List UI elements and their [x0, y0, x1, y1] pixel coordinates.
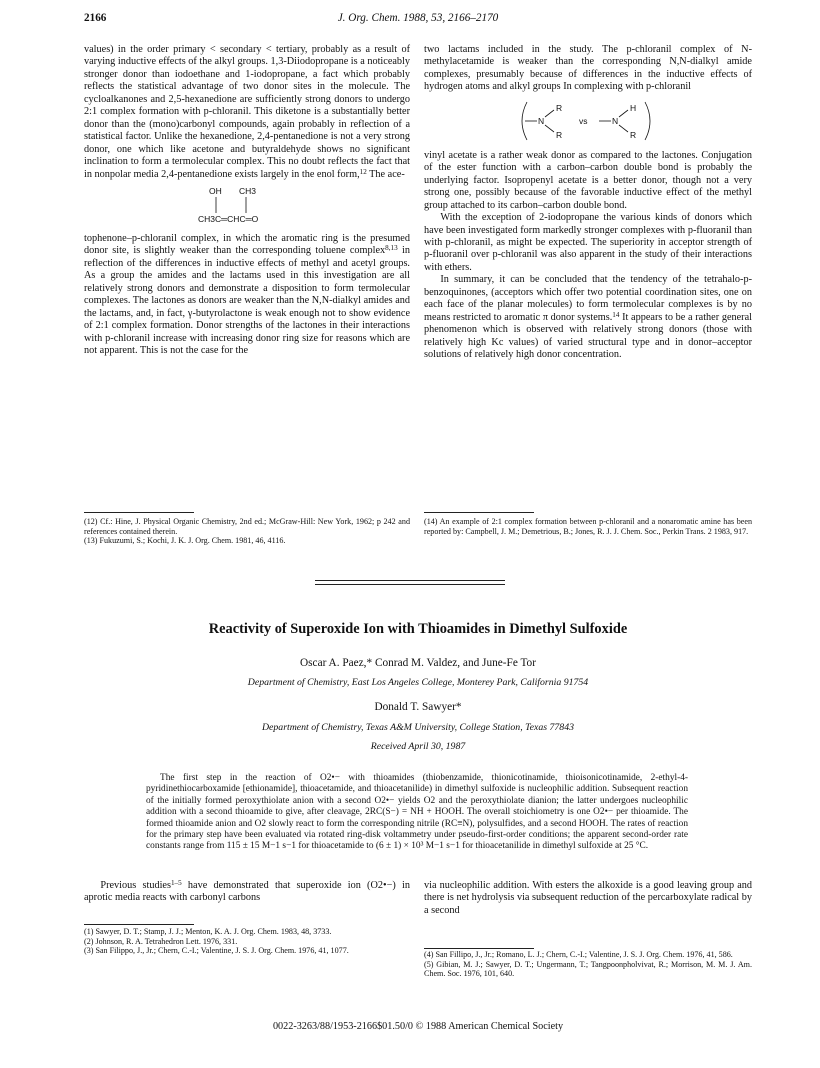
citation-ref: 1–5: [170, 878, 182, 887]
received-date: Received April 30, 1987: [370, 741, 466, 752]
paragraph: With the exception of 2-iodopropane the various kinds of donors which have been investigated form markedly stronger complexes with p-fluoranil than with p-chloranil, as might be expected. The superiority in acceptor strength of p-fluoranil over p-chloranil was also apparent in the study of their interactions with ethers.: [424, 212, 752, 273]
paragraph-text: tophenone–p-chloranil complex, in which the aromatic ring is the presumed donor site, is slightly weaker than the corresponding toluene complex: [84, 232, 410, 257]
footnotes-left: [84, 927, 410, 956]
article-separator: [315, 584, 505, 585]
right-column: [424, 44, 752, 362]
paragraph-text: have demonstrated that superoxide ion (O2•−) in aprotic media reacts with carbonyl carbons: [84, 880, 410, 904]
citation-ref: 8,13: [385, 244, 398, 253]
structure-bond: [545, 110, 554, 117]
paragraph: vinyl acetate is a rather weak donor as compared to the lactones. Conjugation of the ester function with a carbon–carbon double bond is probably the underlying factor. Isopropenyl acetate is a better donor, though not a very strong one, possibly because of the favorable inductive effect of the methyl group attached to its carbon–carbon double bond.: [424, 149, 752, 211]
structure-label-h: H: [630, 102, 637, 113]
paragraph-text: The ace-: [366, 168, 405, 180]
footnote: (2) Johnson, R. A. Tetrahedron Lett. 1976, 331.: [84, 936, 238, 946]
enol-structure: [192, 185, 302, 227]
structure-label-r: R: [556, 102, 563, 113]
paragraph-text: It appears to be a rather general phenomenon which is observed with relatively strong donors (those with relatively high Kc values) of varied structural type and in donor–acceptor solutions of relatively high donor concentration.: [424, 311, 752, 361]
running-header: [84, 12, 752, 30]
abstract: The first step in the reaction of O2•− with thioamides (thiobenzamide, thionicotinamide, thioisonicotinamide, 2-ethyl-4-pyridinethiocarboxamide [ethionamide], thioacetamide, and thioacetanilide) in dimethyl sulfoxide is nucleophilic addition. Subsequent reaction of the initially formed peroxythiolate anion with a second O2•− yields O2 and the peroxythiolate dianion; the latter undergoes nucleophilic addition with a second thioamide to give, after cleavage, 2RC(S−) = NH + HOOH. The overall stoichiometry is one O2•− per thioamide. The formed thioamide anion and O2 slowly react to form the corresponding nitrile (RC≡N), polysulfides, and a second HOOH. The rates of reaction for the primary step have been evaluated via rotated ring-disk voltammetry under pseudo-first-order conditions; the apparent second-order rate constants range from 115 ± 15 M−1 s−1 for thioacetamide to (6 ± 1) × 10³ M−1 s−1 for thioacetanilide in dimethyl sulfoxide at 25 °C.: [146, 773, 688, 852]
structure-label-vs: vs: [579, 115, 588, 126]
citation-ref: 14: [612, 310, 620, 319]
footnote: (4) San Fillipo, J., Jr.; Romano, L. J.; Chern, C.-I.; Valentine, J. S. J. Org. Chem. 1976, 41, 586.: [424, 950, 733, 959]
footnote: (3) San Filippo, J., Jr.; Chern, C.-I.; Valentine, J. S. J. Org. Chem. 1976, 41, 1077.: [84, 946, 349, 956]
article-title: Reactivity of Superoxide Ion with Thioamides in Dimethyl Sulfoxide: [208, 621, 628, 637]
structure-label-oh: OH: [209, 185, 222, 196]
affiliation: Department of Chemistry, East Los Angeles College, Monterey Park, California 91754: [247, 677, 589, 688]
amide-comparison-structure: [513, 98, 663, 144]
footnote-rule: [424, 512, 534, 513]
footnotes-left: [84, 517, 410, 546]
paragraph: two lactams included in the study. The p-chloranil complex of N-methylacetamide is weaker than the corresponding N,N-dialkyl amide complexes, presumably because of differences in the inductive effects of hydrogen atoms and alkyl groups In complexing with p-chloranil: [424, 44, 752, 93]
footnote: (12) Cf.: Hine, J. Physical Organic Chemistry, 2nd ed.; McGraw-Hill: New York, 1962; p 242 and references contained therein.: [84, 517, 410, 536]
footnote: (5) Gibian, M. J.; Sawyer, D. T.; Ungermann, T.; Tangpoonpholvivat, R.; Morrison, M. M. J. Am. Chem. Soc. 1976, 101, 640.: [424, 959, 752, 979]
page-number: 2166: [84, 12, 107, 24]
structure-label-ch3: CH3: [239, 185, 257, 196]
body-right: [424, 880, 752, 917]
structure-bond: [619, 125, 628, 132]
affiliation: Department of Chemistry, Texas A&M University, College Station, Texas 77843: [261, 722, 575, 733]
structure-bond: [545, 125, 554, 132]
paragraph-text: in reflection of the differences in inductive effects of methyl and acetyl groups. As a group the amides and the lactams used in this investigation are all relatively strong donors and demonstrate a disposition to form termolecular complexes. The lactones as donors are weaker than the N,N-dialkyl amides and the lactams, and, in fact, γ-butyrolactone is weak enough not to show evidence of 2:1 complex formation. Donor strengths of the lactones in their interactions with p-chloranil increase with increasing donor ring size for reasons which are not apparent. This is not the case for the: [84, 245, 410, 357]
structure-label-backbone: CH3C═CHC═O: [198, 213, 259, 224]
footnote-rule: [84, 924, 194, 925]
copyright-footer: 0022-3263/88/1953-2166$01.50/0 © 1988 American Chemical Society: [272, 1021, 564, 1032]
footnote: (1) Sawyer, D. T.; Stamp, J. J.; Menton, K. A. J. Org. Chem. 1983, 48, 3733.: [84, 927, 332, 936]
journal-reference: J. Org. Chem. 1988, 53, 2166–2170: [337, 12, 499, 24]
paragraph: [84, 44, 410, 181]
footnotes-right: [424, 517, 752, 536]
citation-ref: 12: [359, 167, 367, 176]
paragraph-text: Previous studies: [100, 880, 171, 891]
structure-label-n: N: [538, 115, 545, 126]
footnotes-right: [424, 950, 752, 979]
paragraph: [84, 233, 410, 358]
author-list: Donald T. Sawyer*: [374, 701, 462, 713]
footnote: (14) An example of 2:1 complex formation between p-chloranil and a nonaromatic amine has been reported by: Campbell, J. M.; Demetrious, B.; Jones, R. J. J. Chem. Soc., Perkin Trans. 2 1983, 917.: [424, 517, 752, 536]
structure-label-n: N: [612, 115, 619, 126]
paragraph-text: values) in the order primary < secondary < tertiary, probably as a result of varying inductive effects of the alkyl groups. 1,3-Diiodopropane is a noticeably stronger donor than iodoethane and 1-iodopropane, a fact which probably reflects the statistical advantage of two donor sites in the molecule. The cycloalkanones and 2,5-hexanedione are sufficiently strong donors to undergo 2:1 complex formation with p-chloranil. This diketone is a substantially better donor than the (mono)carbonyl compounds, again probably in reflection of a statistical factor. Unlike the hexanedione, 2,4-pentanedione is not a very strong donor, one which like acetone and butyraldehyde shows no significant inclination to form a termolecular complex. This no doubt reflects the fact that in nonpolar media 2,4-pentanedione exists largely in the enol form,: [84, 44, 411, 180]
paragraph: [424, 274, 752, 361]
footnote-rule: [84, 512, 194, 513]
paragraph: via nucleophilic addition. With esters the alkoxide is a good leaving group and there is net hydrolysis via subsequent reduction of the percarboxylate radical by a second: [424, 880, 752, 916]
paragraph-text: In summary, it can be concluded that the tendency of the tetrahalo-p-benzoquinones, (acceptors which offer two potential coordination sites, one on each face of the planar molecules) to form termolecular complexes is by no means restricted to aromatic π donor systems.: [424, 274, 752, 323]
structure-label-r: R: [630, 129, 637, 140]
left-column: [84, 44, 410, 358]
footnote-rule: [424, 948, 534, 949]
article-separator: [315, 580, 505, 581]
structure-bond: [619, 110, 628, 117]
body-left: [84, 880, 410, 905]
author-list: Oscar A. Paez,* Conrad M. Valdez, and June-Fe Tor: [300, 657, 536, 669]
structure-label-r: R: [556, 129, 563, 140]
paragraph: [84, 880, 410, 905]
footnote: (13) Fukuzumi, S.; Kochi, J. K. J. Org. Chem. 1981, 46, 4116.: [84, 536, 286, 546]
structure-bracket: [645, 102, 650, 140]
